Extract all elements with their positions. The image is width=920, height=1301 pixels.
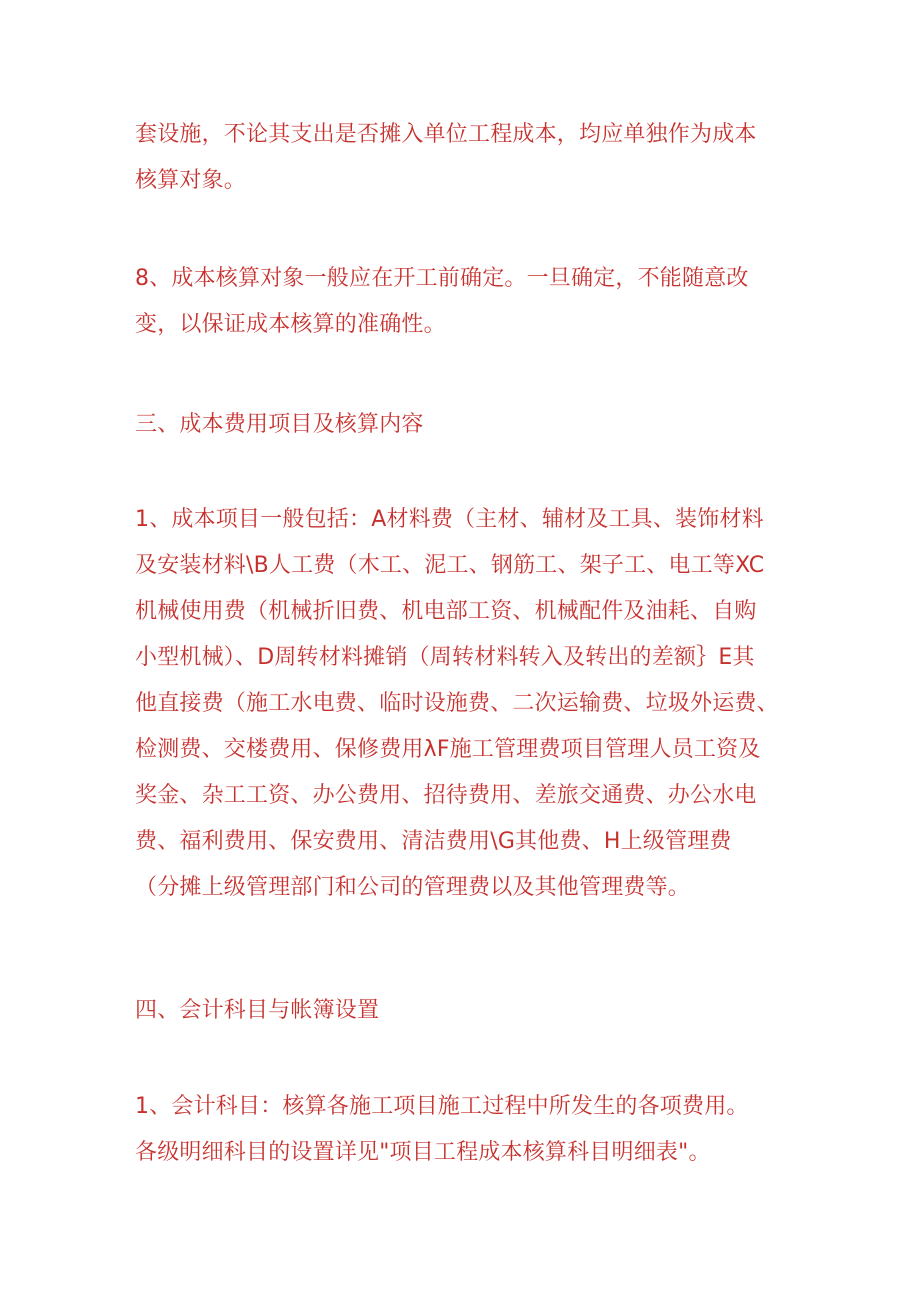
- section-heading-4: [135, 988, 825, 1034]
- heading-text: 四、会计科目与帐簿设置: [135, 998, 380, 1023]
- text-line: 及安装材料\B人工费（木工、泥工、钢筋工、架子工、电工等XC: [135, 553, 765, 578]
- paragraph-item-8: [135, 256, 825, 348]
- text-line: 奖金、杂工工资、办公费用、招待费用、差旅交通费、办公水电: [135, 783, 757, 808]
- text-line: 1、会计科目：核算各施工项目施工过程中所发生的各项费用。: [135, 1094, 749, 1119]
- text-line: 小型机械）、D周转材料摊销（周转材料转入及转出的差额｝E其: [135, 645, 755, 670]
- text-line: 核算对象。: [135, 168, 247, 193]
- paragraph-accounting-subjects: [135, 1084, 825, 1176]
- heading-text: 三、成本费用项目及核算内容: [135, 412, 424, 437]
- text-line: 1、成本项目一般包括：A材料费（主材、辅材及工具、装饰材料: [135, 507, 764, 532]
- text-line: 各级明细科目的设置详见"项目工程成本核算科目明细表"。: [135, 1140, 711, 1165]
- text-line: 他直接费（施工水电费、临时设施费、二次运输费、垃圾外运费、: [135, 691, 779, 716]
- text-line: 8、成本核算对象一般应在开工前确定。一旦确定，不能随意改: [135, 266, 749, 291]
- section-heading-3: [135, 402, 825, 448]
- text-line: 机械使用费（机械折旧费、机电部工资、机械配件及油耗、自购: [135, 599, 757, 624]
- text-line: 套设施，不论其支出是否摊入单位工程成本，均应单独作为成本: [135, 122, 757, 147]
- paragraph-cost-items: [135, 497, 825, 911]
- text-line: 检测费、交楼费用、保修费用λF施工管理费项目管理人员工资及: [135, 737, 761, 762]
- text-line: 变，以保证成本核算的准确性。: [135, 312, 446, 337]
- paragraph-cost-object-facilities: [135, 112, 825, 204]
- text-line: （分摊上级管理部门和公司的管理费以及其他管理费等。: [135, 875, 691, 900]
- text-line: 费、福利费用、保安费用、清洁费用\G其他费、H上级管理费: [135, 829, 732, 854]
